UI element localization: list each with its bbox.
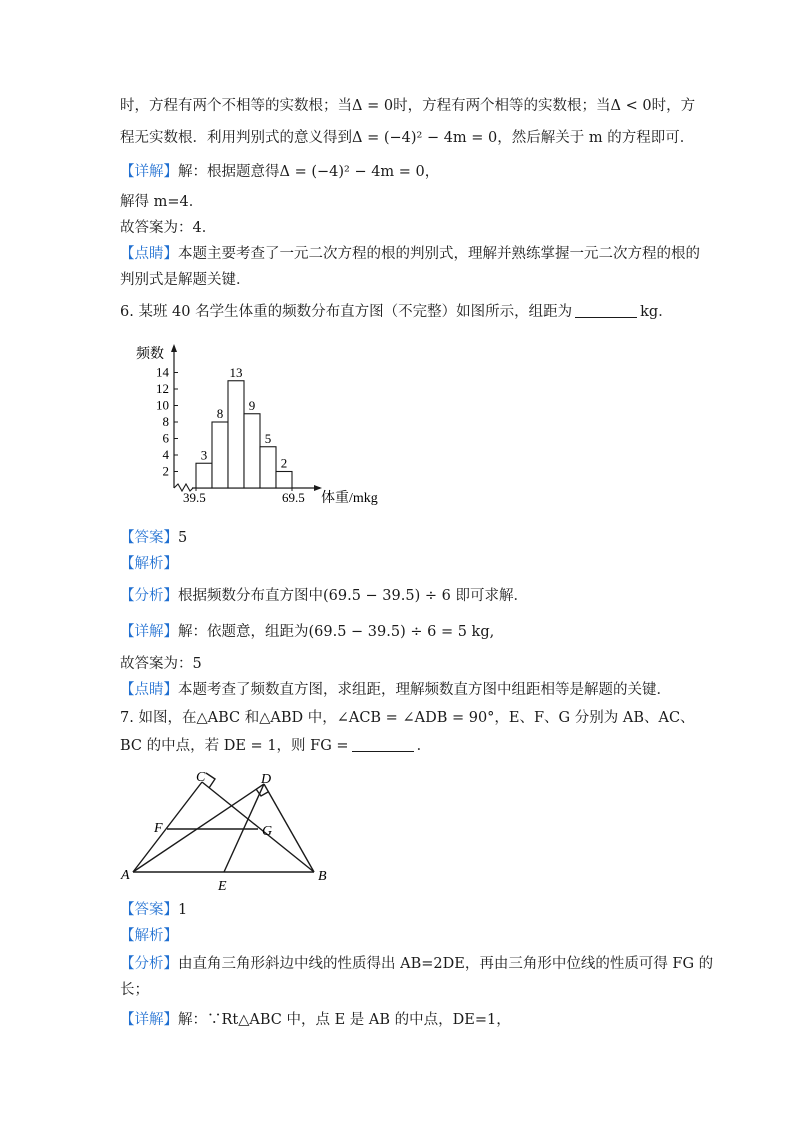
histogram-chart bbox=[110, 338, 400, 513]
detail-text: 解：根据题意得Δ = (−4)² − 4m = 0， bbox=[178, 164, 440, 180]
xiangjie-text: 解：依题意，组距为(69.5 − 39.5) ÷ 6 = 5 kg, bbox=[178, 624, 495, 640]
bar-value-label: 2 bbox=[280, 455, 288, 471]
histogram-bar bbox=[244, 414, 260, 488]
text-line-2: 程无实数根．利用判别式的意义得到Δ = (−4)² − 4m = 0，然后解关于 m 的方程即可． bbox=[120, 130, 695, 146]
answer-tag-7: 【答案】 bbox=[120, 902, 178, 918]
answer-blank-7 bbox=[352, 737, 414, 752]
triangle-figure bbox=[118, 768, 348, 898]
question-7-text: BC 的中点，若 DE = 1，则 FG = bbox=[120, 738, 349, 754]
detail-tag: 【详解】 bbox=[120, 164, 178, 180]
histogram-bar bbox=[260, 447, 276, 488]
question-7-line-2 bbox=[120, 736, 431, 756]
point-B: B bbox=[318, 869, 327, 884]
q6-conclusion: 故答案为：5 bbox=[120, 656, 202, 672]
text-line-5: 故答案为：4． bbox=[120, 220, 217, 236]
y-tick-label: 14 bbox=[156, 364, 169, 380]
answer-value: 5 bbox=[178, 530, 188, 546]
fenxi-tag: 【分析】 bbox=[120, 588, 178, 604]
fenxi-tag-7: 【分析】 bbox=[120, 956, 178, 972]
x-tick-start: 39.5 bbox=[183, 490, 206, 505]
text-line-4: 解得 m=4． bbox=[120, 194, 204, 210]
q7-analysis-tag: 【解析】 bbox=[120, 928, 178, 944]
histogram-bar bbox=[228, 381, 244, 488]
answer-value-7: 1 bbox=[178, 902, 188, 918]
y-tick-label: 2 bbox=[162, 463, 169, 479]
q6-analysis-tag: 【解析】 bbox=[120, 556, 178, 572]
y-tick-label: 10 bbox=[156, 397, 169, 413]
dianjing-tag: 【点睛】 bbox=[120, 682, 178, 698]
comment-text: 本题主要考查了一元二次方程的根的判别式，理解并熟练掌握一元二次方程的根的 bbox=[178, 246, 700, 262]
question-6 bbox=[120, 302, 673, 322]
answer-blank bbox=[575, 303, 637, 318]
comment-tag: 【点睛】 bbox=[120, 246, 178, 262]
y-tick-label: 4 bbox=[162, 447, 169, 462]
q7-xiangjie bbox=[120, 1010, 511, 1030]
question-7-line-1: 7. 如图，在△ABC 和△ABD 中，∠ACB = ∠ADB = 90°，E、F、G 分别为 AB、AC、 bbox=[120, 710, 695, 726]
point-D: D bbox=[261, 772, 272, 787]
histogram-bar bbox=[276, 472, 292, 489]
question-6-text: 6. 某班 40 名学生体重的频数分布直方图（不完整）如图所示，组距为 bbox=[120, 304, 573, 320]
xiangjie-tag: 【详解】 bbox=[120, 624, 178, 640]
point-C: C bbox=[196, 770, 206, 785]
histogram-bar bbox=[212, 422, 228, 488]
dianjing-text: 本题考查了频数直方图，求组距，理解频数直方图中组距相等是解题的关键． bbox=[178, 682, 671, 698]
q6-answer bbox=[120, 528, 187, 548]
xiangjie-text-7: 解：∵Rt△ABC 中，点 E 是 AB 的中点，DE=1， bbox=[178, 1012, 511, 1028]
question-6-unit: kg． bbox=[640, 304, 673, 320]
y-tick-label: 6 bbox=[162, 430, 169, 446]
q6-dianjing bbox=[120, 680, 671, 700]
x-axis-label: 体重/mkg bbox=[321, 491, 378, 506]
y-tick-label: 8 bbox=[162, 414, 169, 429]
q7-fenxi bbox=[120, 954, 713, 974]
question-7-end: ． bbox=[416, 738, 432, 754]
xiangjie-tag-7: 【详解】 bbox=[120, 1012, 178, 1028]
point-A: A bbox=[121, 868, 130, 883]
q6-fenxi bbox=[120, 586, 528, 606]
y-axis-label: 频数 bbox=[136, 347, 164, 362]
bar-value-label: 5 bbox=[264, 430, 272, 446]
q7-answer bbox=[120, 900, 187, 920]
point-E: E bbox=[218, 879, 227, 894]
bar-value-label: 9 bbox=[248, 397, 256, 413]
fenxi-text: 根据频数分布直方图中(69.5 − 39.5) ÷ 6 即可求解． bbox=[178, 588, 528, 604]
bar-value-label: 13 bbox=[229, 364, 243, 380]
point-F: F bbox=[154, 821, 163, 836]
bar-value-label: 8 bbox=[216, 406, 224, 421]
y-tick-label: 12 bbox=[156, 381, 169, 396]
bar-value-label: 3 bbox=[200, 447, 208, 463]
y-axis-arrow bbox=[171, 344, 177, 352]
histogram-bar bbox=[196, 463, 212, 488]
answer-tag: 【答案】 bbox=[120, 530, 178, 546]
comment-line bbox=[120, 244, 700, 264]
point-G: G bbox=[262, 824, 273, 839]
x-tick-end: 69.5 bbox=[282, 490, 305, 505]
fenxi-text-7: 由直角三角形斜边中线的性质得出 AB=2DE，再由三角形中位线的性质可得 FG 的 bbox=[178, 956, 714, 972]
q7-fenxi-2: 长； bbox=[120, 982, 149, 998]
text-line-1: 时，方程有两个不相等的实数根；当Δ = 0时，方程有两个相等的实数根；当Δ < 0时，方 bbox=[120, 98, 696, 114]
q6-xiangjie bbox=[120, 622, 494, 642]
text-line-7: 判别式是解题关键． bbox=[120, 272, 251, 288]
detail-line bbox=[120, 162, 439, 182]
